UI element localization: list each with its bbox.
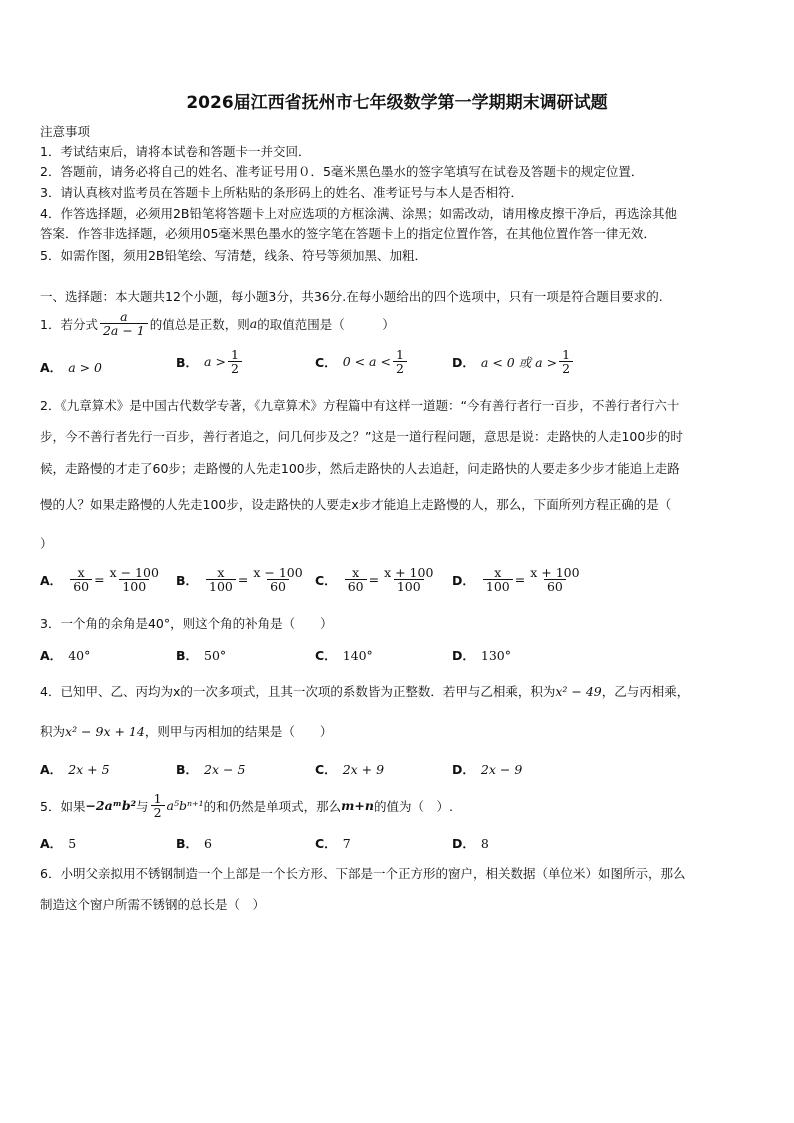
q2-line: ）	[40, 536, 53, 551]
q2-option-b[interactable]: B． $\frac{x}{100}$ = $\frac{x - 100}{60}$	[176, 565, 303, 595]
q2-line: 2．《九章算术》是中国古代数学专著，《九章算术》方程篇中有这样一道题：“今有善行者行一百步，不善行者行六十	[40, 398, 680, 413]
note-line: 5．如需作图，须用2B铅笔绘、写清楚，线条、符号等须加黑、加粗．	[40, 248, 427, 263]
question-4-line1: 4．已知甲、乙、丙均为x的一次多项式，且其一次项的系数皆为正整数．若甲与乙相乘，积为x² − 49，乙与丙相乘，	[40, 684, 690, 699]
q4-option-c[interactable]: C． 2x + 9	[315, 762, 385, 777]
q6-line: 制造这个窗户所需不锈钢的总长是（ ）	[40, 897, 266, 912]
q3-text: 3．一个角的余角是40°，则这个角的补角是（ ）	[40, 616, 333, 631]
q5-option-d[interactable]: D． 8	[452, 836, 489, 851]
q1-fraction: $\frac{a}{2a - 1}$	[100, 310, 148, 337]
question-1: 1．若分式 $\frac{a}{2a - 1}$ 的值总是正数，则 a 的取值范围是（ ）	[40, 309, 395, 339]
q2-option-d[interactable]: D． $\frac{x}{100}$ = $\frac{x + 100}{60}$	[452, 565, 580, 595]
q4-option-a[interactable]: A． 2x + 5	[40, 762, 110, 777]
notes-heading: 注意事项	[40, 124, 91, 139]
question-5: 5．如果 −2aᵐb² 与 $\frac{1}{2}$ a⁵bⁿ⁺¹ 的和仍然是单项式，那么 m+n 的值为（ ）.	[40, 791, 453, 821]
q5-option-a[interactable]: A． 5	[40, 836, 77, 851]
note-line: 答案．作答非选择题，必须用05毫米黑色墨水的签字笔在答题卡上的指定位置作答，在其他位置作答一律无效．	[40, 226, 656, 241]
q3-option-c[interactable]: C． 140°	[315, 648, 373, 663]
note-line: 4．作答选择题，必须用2B铅笔将答题卡上对应选项的方框涂满、涂黑；如需改动，请用橡皮擦干净后，再选涂其他	[40, 206, 677, 221]
q5-option-c[interactable]: C． 7	[315, 836, 351, 851]
q3-option-a[interactable]: A． 40°	[40, 648, 91, 663]
q1-option-d[interactable]: D． a < 0 或 a > $\frac{1}{2}$	[452, 348, 575, 375]
q2-line: 慢的人？如果走路慢的人先走100步，设走路快的人要走x步才能追上走路慢的人，那么，下面所列方程正确的是（	[40, 497, 672, 512]
note-line: 3．请认真核对监考员在答题卡上所粘贴的条形码上的姓名、准考证号与本人是否相符．	[40, 185, 523, 200]
q4-option-b[interactable]: B． 2x − 5	[176, 762, 246, 777]
section-heading: 一、选择题：本大题共12个小题，每小题3分，共36分.在每小题给出的四个选项中，只有一项是符合题目要求的.	[40, 289, 663, 304]
q1-option-a[interactable]: A． a > 0	[40, 360, 103, 375]
note-line: 1．考试结束后，请将本试卷和答题卡一并交回．	[40, 144, 311, 159]
exam-title: 2026届江西省抚州市七年级数学第一学期期末调研试题	[186, 93, 608, 113]
q2-option-c[interactable]: C． $\frac{x}{60}$ = $\frac{x + 100}{100}$	[315, 565, 434, 595]
question-4-line2: 积为x² − 9x + 14，则甲与丙相加的结果是（ ）	[40, 724, 333, 739]
q2-line: 候，走路慢的才走了60步；走路慢的人先走100步，然后走路快的人去追赶，问走路快的人要走多少步才能追上走路	[40, 461, 680, 476]
q1-option-b[interactable]: B． a > $\frac{1}{2}$	[176, 348, 244, 375]
q2-option-a[interactable]: A． $\frac{x}{60}$ = $\frac{x - 100}{100}$	[40, 565, 159, 595]
q2-line: 步，今不善行者先行一百步，善行者追之，问几何步及之？”这是一道行程问题，意思是说：走路快的人走100步的时	[40, 429, 683, 444]
q1-text: 1．若分式	[40, 316, 98, 332]
q3-option-b[interactable]: B． 50°	[176, 648, 227, 663]
q3-option-d[interactable]: D． 130°	[452, 648, 511, 663]
q1-option-c[interactable]: C． 0 < a < $\frac{1}{2}$	[315, 348, 409, 375]
q4-option-d[interactable]: D． 2x − 9	[452, 762, 523, 777]
note-line: 2．答题前，请务必将自己的姓名、准考证号用０．5毫米黑色墨水的签字笔填写在试卷及答题卡的规定位置．	[40, 164, 644, 179]
q6-line: 6．小明父亲拟用不锈钢制造一个上部是一个长方形、下部是一个正方形的窗户，相关数据（单位米）如图所示，那么	[40, 866, 686, 881]
q5-option-b[interactable]: B． 6	[176, 836, 212, 851]
